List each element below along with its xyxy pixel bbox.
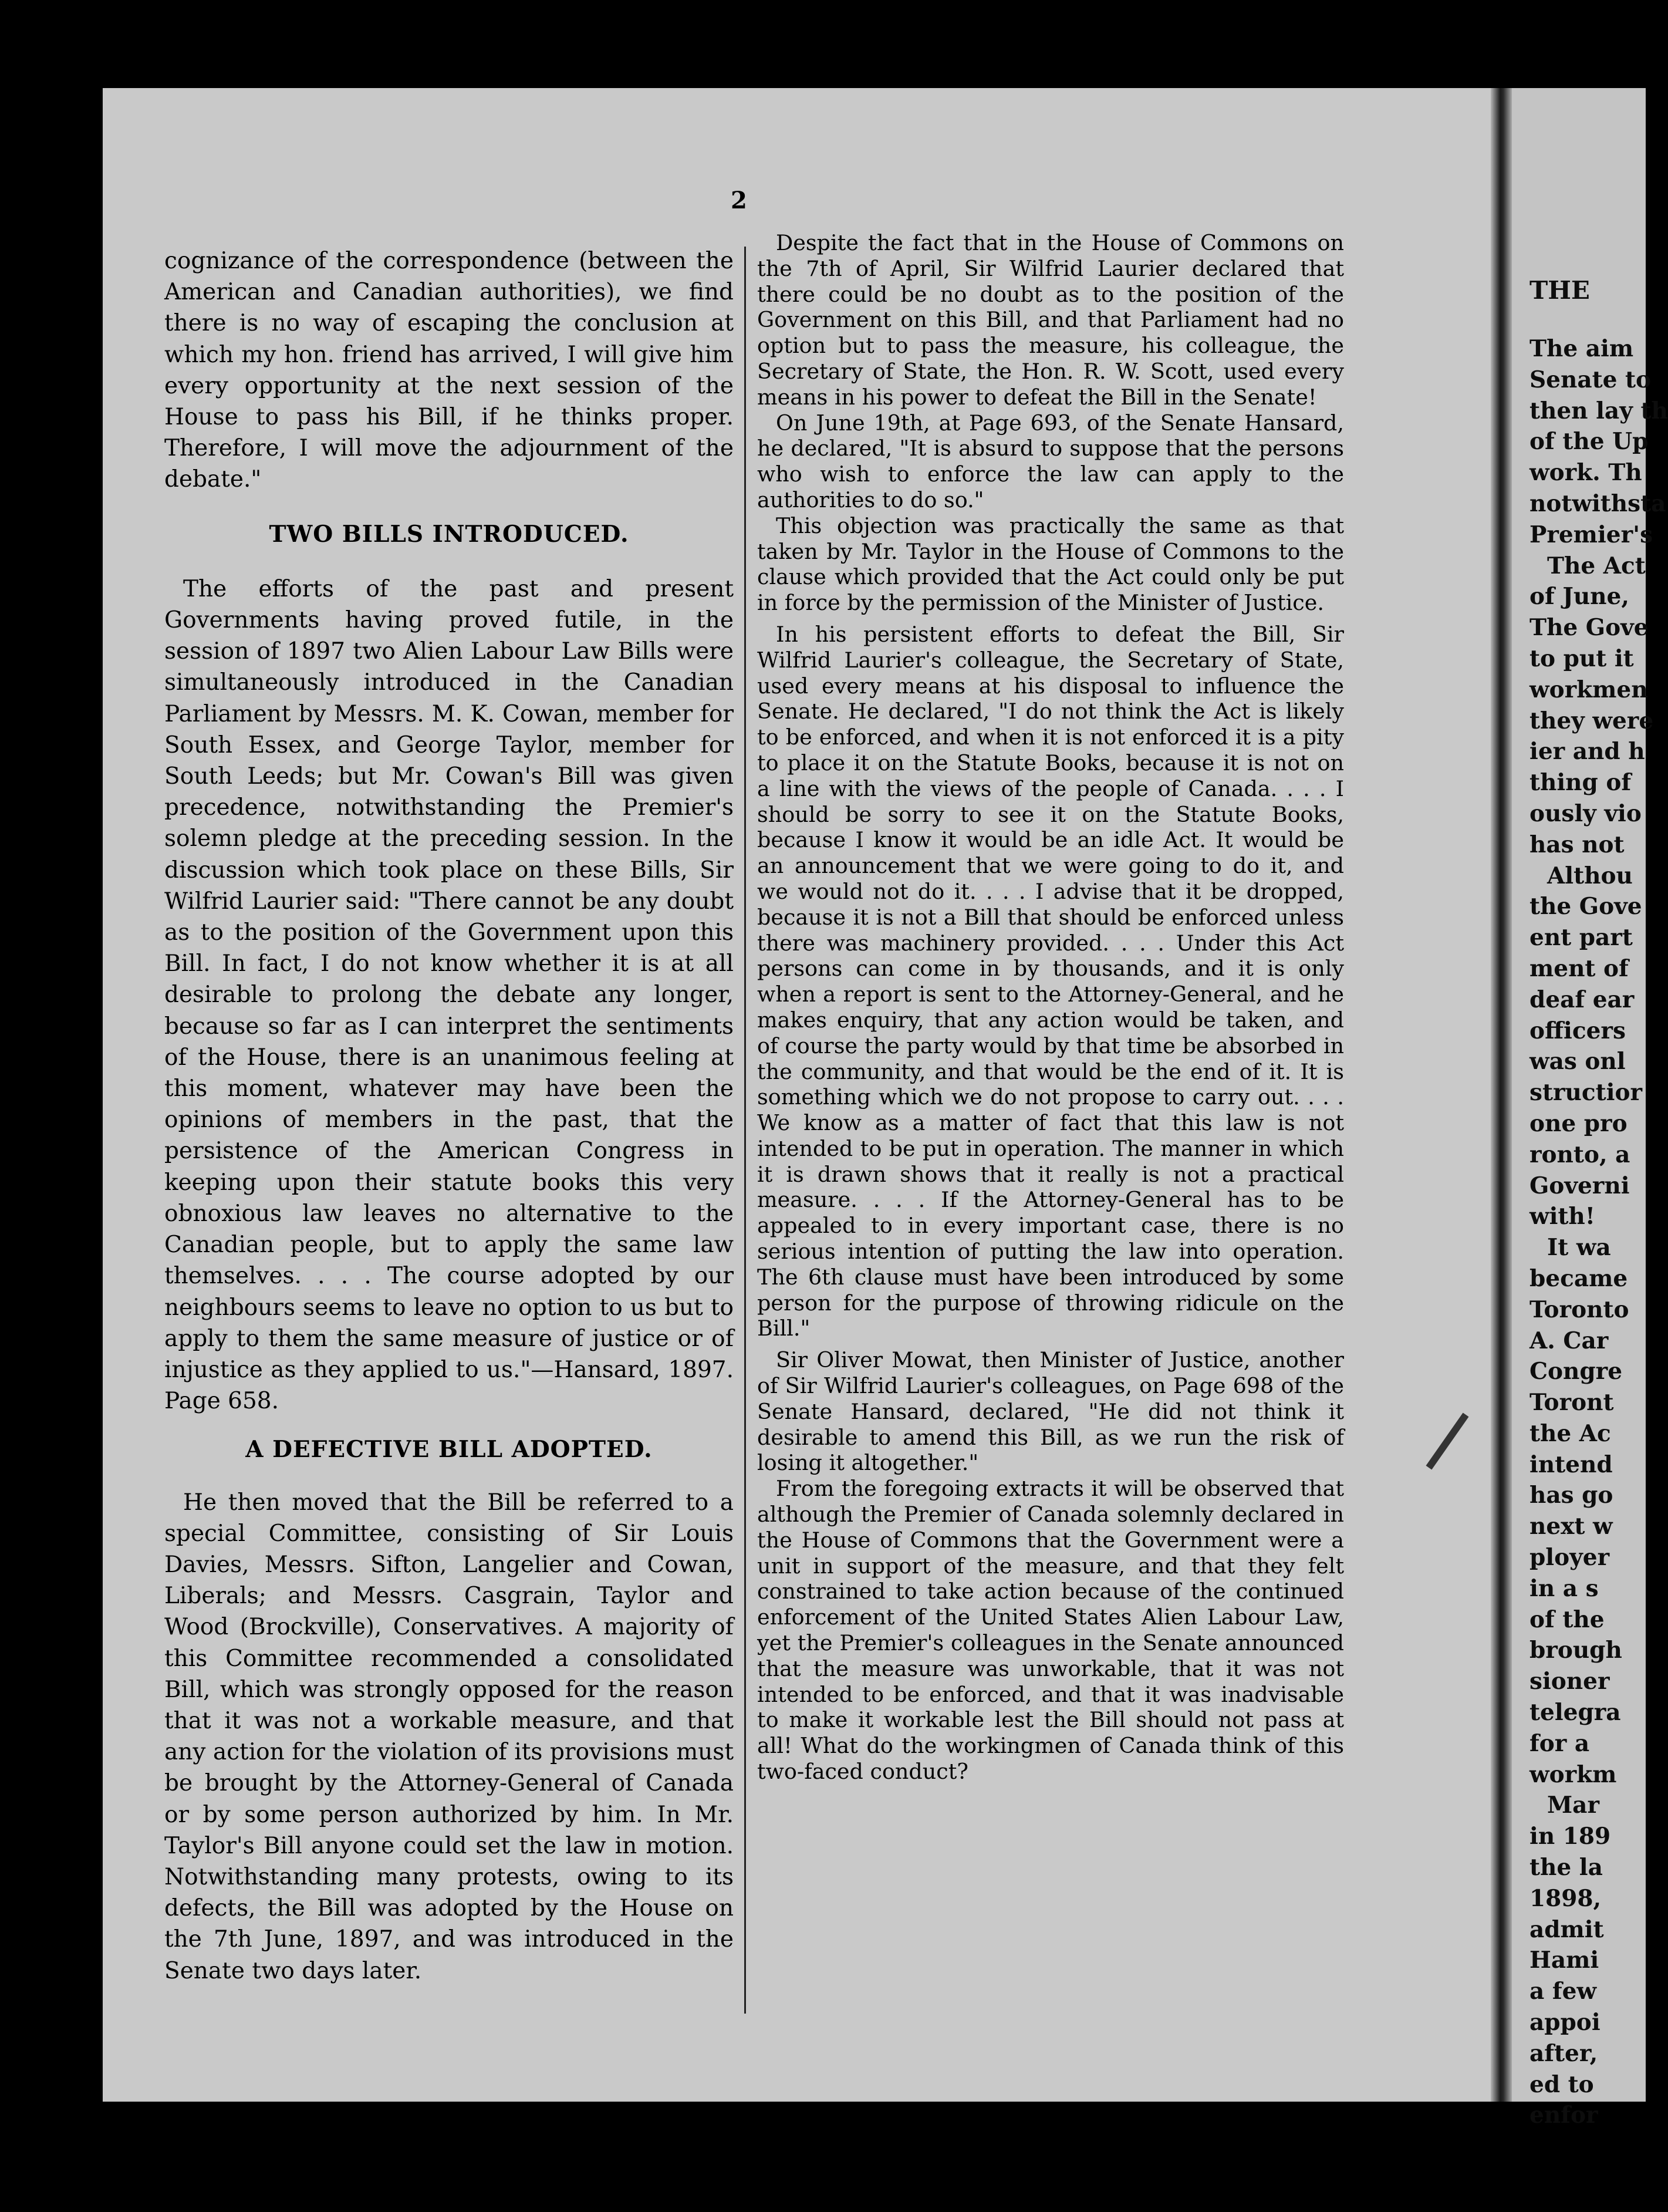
next-page-line: Premier's bbox=[1529, 521, 1653, 548]
next-page-line: ier and h bbox=[1529, 738, 1645, 766]
next-page-line: structior bbox=[1529, 1079, 1643, 1107]
paragraph: Sir Oliver Mowat, then Minister of Justice, another of Sir Wilfrid Laurier's colleagues, on Page 698 of the Senate Hansard, declared, "He did not think it desirable to amend this Bill, as we run the risk of losing it altogether." bbox=[757, 1347, 1344, 1476]
next-page-line: thing of bbox=[1529, 769, 1632, 797]
next-page-lines bbox=[1512, 333, 1668, 2131]
next-page-line: Toront bbox=[1529, 1389, 1614, 1417]
paragraph: He then moved that the Bill be referred to a special Committee, consisting of Sir Louis Davies, Messrs. Sifton, Langelier and Cowan, Liberals; and Messrs. Casgrain, Taylor and Wood (Brockville), Conservatives. A majority of this Committee recommended a consolidated Bill, which was strongly opposed for the reason that it was not a workable measure, and that any action for the violation of its provisions must be brought by the Attorney-General of Canada or by some person authorized by him. In Mr. Taylor's Bill anyone could set the law in motion. Notwithstanding many protests, owing to its defects, the Bill was adopted by the House on the 7th June, 1897, and was introduced in the Senate two days later. bbox=[164, 1489, 734, 1984]
paragraph: In his persistent efforts to defeat the Bill, Sir Wilfrid Laurier's colleague, the Secretary of State, used every means at his disposal to influence the Senate. He declared, "I do not think the Act is likely to be enforced, and when it is not enforced it is a pity to place it on the Statute Books, because it is not on a line with the views of the people of Canada. . . . I should be sorry to see it on the Statute Books, because I know it would be an idle Act. It would be an announcement that we were going to do it, and we would not do it. . . . I advise that it be dropped, because it is not a Bill that should be enforced unless there was machinery provided. . . . Under this Act persons can come in by thousands, and it is only when a report is sent to the Attorney-General, and he makes enquiry, that any action would be taken, and of course the party would by that time be absorbed in the community, and that would be the end of it. It is something which we do not propose to carry out. . . . We know as a matter of fact that this law is not intended to be put in operation. The manner in which it is drawn shows that it really is not a practical measure. . . . If the Attorney-General has to be appealed to in every important case, there is no serious intention of putting the law into operation. The 6th clause must have been introduced by some person for the purpose of throwing ridicule on the Bill." bbox=[757, 621, 1344, 1341]
next-page-line: for a bbox=[1529, 1729, 1590, 1757]
next-page-line: deaf ear bbox=[1529, 986, 1635, 1013]
column-right bbox=[757, 230, 1344, 1785]
next-page-line: notwithsta bbox=[1529, 490, 1666, 517]
next-page-line: sioner bbox=[1529, 1668, 1610, 1695]
paragraph: On June 19th, at Page 693, of the Senate Hansard, he declared, "It is absurd to suppose that the persons who wish to enforce the law can apply to the authorities to do so." bbox=[757, 410, 1344, 512]
next-page-line: they were bbox=[1529, 707, 1654, 734]
next-page-line: of the Up bbox=[1529, 428, 1649, 456]
next-page-line: ployer bbox=[1529, 1544, 1610, 1572]
next-page-line: work. Th bbox=[1529, 459, 1642, 487]
next-page-line: Mar bbox=[1547, 1792, 1599, 1819]
next-page-line: in a s bbox=[1529, 1574, 1599, 1602]
next-page-line: the la bbox=[1529, 1854, 1603, 1881]
next-page-line: ed to bbox=[1529, 2071, 1594, 2098]
next-page-line: of the bbox=[1529, 1606, 1605, 1633]
next-page-line: the Ac bbox=[1529, 1419, 1611, 1447]
next-page-line: enfor bbox=[1529, 2102, 1598, 2129]
next-page-line: telegra bbox=[1529, 1699, 1621, 1727]
next-page-line: Senate to bbox=[1529, 366, 1652, 393]
column-divider bbox=[744, 247, 746, 2014]
paragraph: cognizance of the correspondence (between the American and Canadian authorities), we find there is no way of escaping the conclusion at which my hon. friend has arrived, I will give him every opportunity at the next session of the House to pass his Bill, if he thinks proper. Therefore, I will move the adjournment of the debate." bbox=[164, 248, 734, 493]
next-page-line: has not bbox=[1529, 831, 1625, 858]
next-page-title: THE bbox=[1529, 276, 1590, 305]
next-page-line: next w bbox=[1529, 1513, 1613, 1540]
next-page-line: of June, bbox=[1529, 583, 1629, 611]
paragraph: This objection was practically the same as that taken by Mr. Taylor in the House of Commons to the clause which provided that the Act could only be put in force by the permission of the Minister of Justice. bbox=[757, 512, 1344, 616]
next-page-line: was onl bbox=[1529, 1048, 1626, 1075]
paragraph: The efforts of the past and present Governments having proved futile, in the session of 1897 two Alien Labour Law Bills were simultaneously introduced in the Canadian Parliament by Messrs. M. K. Cowan, member for South Essex, and George Taylor, member for South Leeds; but Mr. Cowan's Bill was given precedence, notwithstanding the Premier's solemn pledge at the preceding session. In the discussion which took place on these Bills, Sir Wilfrid Laurier said: "There cannot be any doubt as to the position of the Government upon this Bill. In fact, I do not know whether it is at all desirable to prolong the debate any longer, because so far as I can interpret the sentiments of the House, there is an unanimous feeling at this moment, whatever may have been the opinions of members in the past, that the persistence of the American Congress in keeping upon their statute books this very obnoxious law leaves no alternative to the Canadian people, but to apply the same law themselves. . . . The course adopted by our neighbours seems to leave no option to us but to apply to them the same measure of justice or of injustice as they applied to us."—Hansard, 1897. Page 658. bbox=[164, 575, 734, 1415]
next-page-line: Hami bbox=[1529, 1947, 1599, 1974]
section-heading: TWO BILLS INTRODUCED. bbox=[269, 520, 629, 548]
next-page-line: the Gove bbox=[1529, 893, 1642, 920]
next-page-line: became bbox=[1529, 1265, 1628, 1292]
next-page-line: has go bbox=[1529, 1482, 1613, 1509]
next-page-line: officers bbox=[1529, 1017, 1626, 1044]
section-heading: A DEFECTIVE BILL ADOPTED. bbox=[245, 1436, 653, 1464]
page-number: 2 bbox=[731, 187, 747, 214]
next-page-line: The aim bbox=[1529, 335, 1634, 362]
next-page-line: to put it bbox=[1529, 645, 1634, 672]
next-page-line: It wa bbox=[1547, 1234, 1611, 1262]
next-page-line: ent part bbox=[1529, 924, 1633, 952]
next-page-line: a few bbox=[1529, 1978, 1597, 2005]
next-page-line: intend bbox=[1529, 1451, 1613, 1478]
next-page-line: ronto, a bbox=[1529, 1141, 1630, 1168]
next-page-line: after, bbox=[1529, 2039, 1598, 2067]
next-page-line: brough bbox=[1529, 1637, 1622, 1664]
next-page-line: The Act bbox=[1547, 552, 1646, 579]
next-page-line: Congre bbox=[1529, 1358, 1623, 1385]
next-page-line: appoi bbox=[1529, 2009, 1601, 2036]
next-page-line: then lay th bbox=[1529, 397, 1668, 424]
next-page-line: Althou bbox=[1547, 862, 1633, 889]
next-page-line: ment of bbox=[1529, 955, 1629, 982]
column-left bbox=[164, 245, 734, 1987]
next-page-line: Toronto bbox=[1529, 1296, 1629, 1323]
next-page-line: The Gove bbox=[1529, 614, 1649, 642]
next-page-line: workmen bbox=[1529, 676, 1648, 703]
next-page-line: with! bbox=[1529, 1203, 1595, 1230]
paragraph: Despite the fact that in the House of Commons on the 7th of April, Sir Wilfrid Laurier declared that there could be no doubt as to the position of the Government on this Bill, and that Parliament had no option but to pass the measure, his colleague, the Secretary of State, the Hon. R. W. Scott, used every means in his power to defeat the Bill in the Senate! bbox=[757, 230, 1344, 410]
next-page-line: in 189 bbox=[1529, 1823, 1611, 1850]
paragraph: From the foregoing extracts it will be observed that although the Premier of Canada solemnly declared in the House of Commons that the Government were a unit in support of the measure, and that they felt constrained to take action because of the continued enforcement of the United States Alien Labour Law, yet the Premier's colleagues in the Senate announced that the measure was unworkable, that it was not intended to be enforced, and that it was inadvisable to make it workable lest the Bill should not pass at all! What do the workingmen of Canada think of this two-faced conduct? bbox=[757, 1476, 1344, 1785]
next-page-line: 1898, bbox=[1529, 1884, 1602, 1912]
next-page-line: ously vio bbox=[1529, 800, 1642, 827]
next-page-line: A. Car bbox=[1529, 1327, 1609, 1354]
page-right-fragment bbox=[1512, 88, 1668, 2129]
next-page-line: admit bbox=[1529, 1916, 1604, 1943]
next-page-line: Governi bbox=[1529, 1172, 1630, 1199]
page-gutter bbox=[1491, 88, 1512, 2102]
next-page-line: workm bbox=[1529, 1761, 1617, 1788]
next-page-line: one pro bbox=[1529, 1110, 1628, 1137]
